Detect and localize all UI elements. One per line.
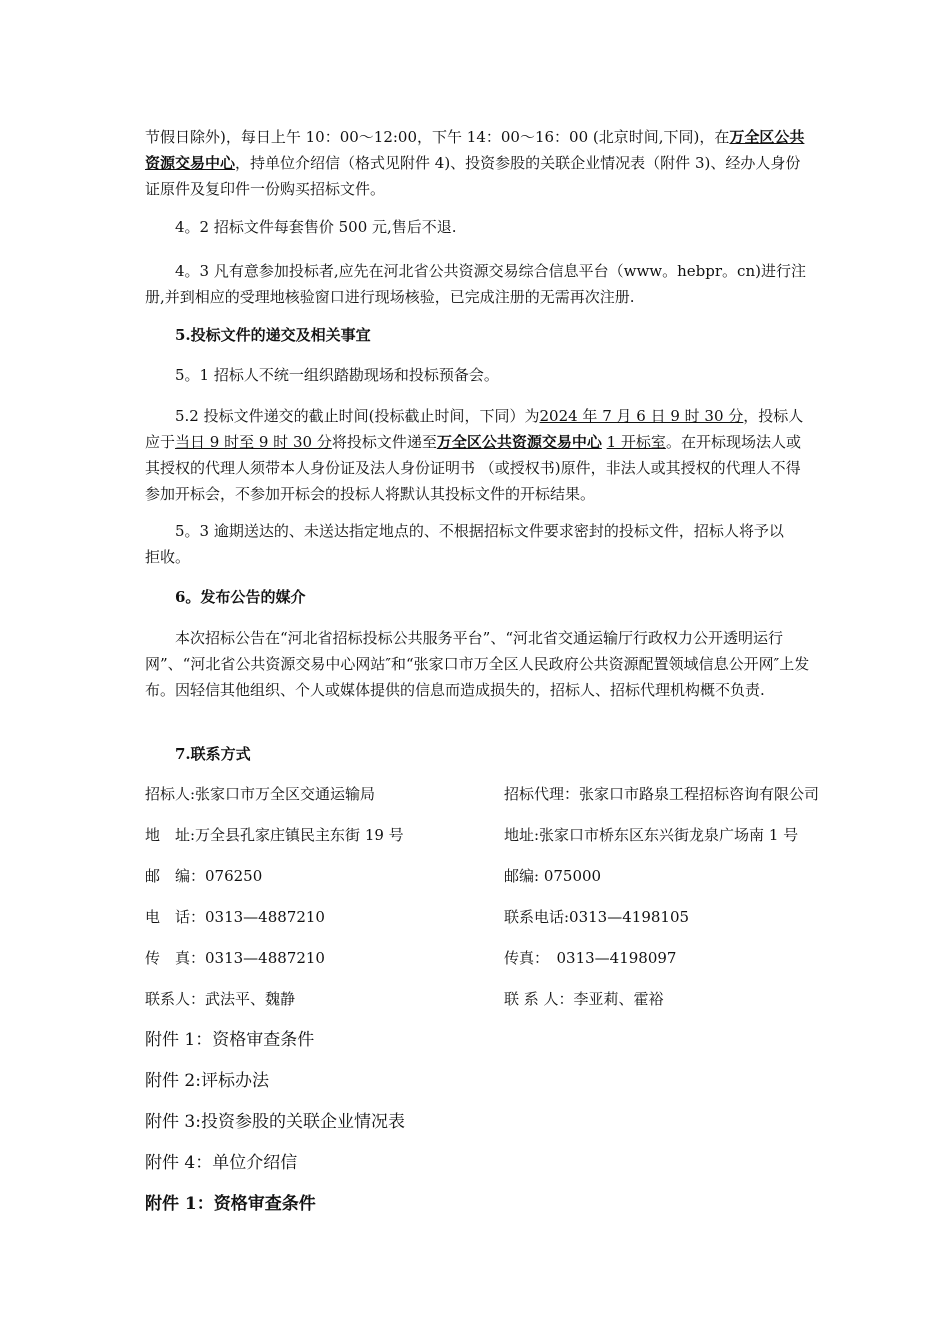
tenderer-fax: 传 真：0313—4887210 [145,949,325,967]
room-name: 1 开标室 [606,433,666,451]
paragraph-4-2: 4。2 招标文件每套售价 500 元,售后不退. [175,218,457,236]
attachment-item: 附件 2:评标办法 [145,1071,269,1091]
attachment-item: 附件 4：单位介绍信 [145,1153,298,1173]
paragraph-media: 本次招标公告在“河北省招标投标公共服务平台”、“河北省交通运输厅行政权力公开透明运行网”、“河北省公共资源交易中心网站″和“张家口市万全区人民政府公共资源配置领域信息公开网″上发布。因轻信其他组织、个人或媒体提供的信息而造成损失的，招标人、招标代理机构概不负责. [145,629,810,699]
text-span: 将投标文件递至 [331,433,437,451]
paragraph-5-3: 5。3 逾期送达的、未送达指定地点的、不根据招标文件要求密封的投标文件，招标人将予以拒收。 [145,522,784,566]
agent-address: 地址:张家口市桥东区东兴街龙泉广场南 1 号 [504,826,799,844]
text-span: ，投标人应于 [145,407,804,451]
deadline-date: 2024 年 7 月 6 日 9 时 30 分 [539,407,744,425]
attachment-heading: 附件 1：资格审查条件 [145,1194,316,1214]
agent-contact-person: 联 系 人：李亚莉、霍裕 [504,990,664,1008]
text-span: 5.2 投标文件递交的截止时间(投标截止时间，下同）为 [175,407,540,425]
tenderer-postcode: 邮 编：076250 [145,867,263,885]
agent-phone: 联系电话:0313—4198105 [504,908,690,926]
text-span: 。在开标现场法人或其授权的代理人须带本人身份证及法人身份证明书 （或授权书)原件，非法人或其授权的代理人不得参加开标会，不参加开标会的投标人将默认其投标文件的开标结果。 [145,433,801,503]
agent-fax: 传真： 0313—4198097 [504,949,677,967]
venue-name: 万全区公共资源交易中心 [145,128,805,172]
paragraph-purchase-time [145,124,810,202]
text-span: 节假日除外)，每日上午 10：00～12:00，下午 14：00～16：00 (北京时间,下同)，在 [145,128,730,146]
paragraph-5-2 [145,403,810,507]
tenderer-contact-person: 联系人：武法平、魏静 [145,990,296,1008]
agent-name: 招标代理：张家口市路泉工程招标咨询有限公司 [504,785,820,803]
submission-window: 当日 9 时至 9 时 30 分 [175,433,332,451]
paragraph-4-3: 4。3 凡有意参加投标者,应先在河北省公共资源交易综合信息平台（www。hebpr。cn)进行注册,并到相应的受理地核验窗口进行现场核验，已完成注册的无需再次注册. [145,262,806,306]
venue-name: 万全区公共资源交易中心 [436,433,602,451]
text-span: ，持单位介绍信（格式见附件 4)、投资参股的关联企业情况表（附件 3)、经办人身份证原件及复印件一份购买招标文件。 [145,154,801,198]
attachment-item: 附件 3:投资参股的关联企业情况表 [145,1112,405,1132]
tenderer-address: 地 址:万全县孔家庄镇民主东街 19 号 [145,826,404,844]
tenderer-name: 招标人:张家口市万全区交通运输局 [145,785,376,803]
heading-section-6: 6。发布公告的媒介 [175,588,306,606]
paragraph-5-1: 5。1 招标人不统一组织踏勘现场和投标预备会。 [175,366,499,384]
attachment-item: 附件 1：资格审查条件 [145,1030,315,1050]
tenderer-phone: 电 话：0313—4887210 [145,908,325,926]
agent-postcode: 邮编: 075000 [504,867,602,885]
heading-section-5: 5.投标文件的递交及相关事宜 [175,326,371,344]
heading-section-7: 7.联系方式 [175,745,251,763]
